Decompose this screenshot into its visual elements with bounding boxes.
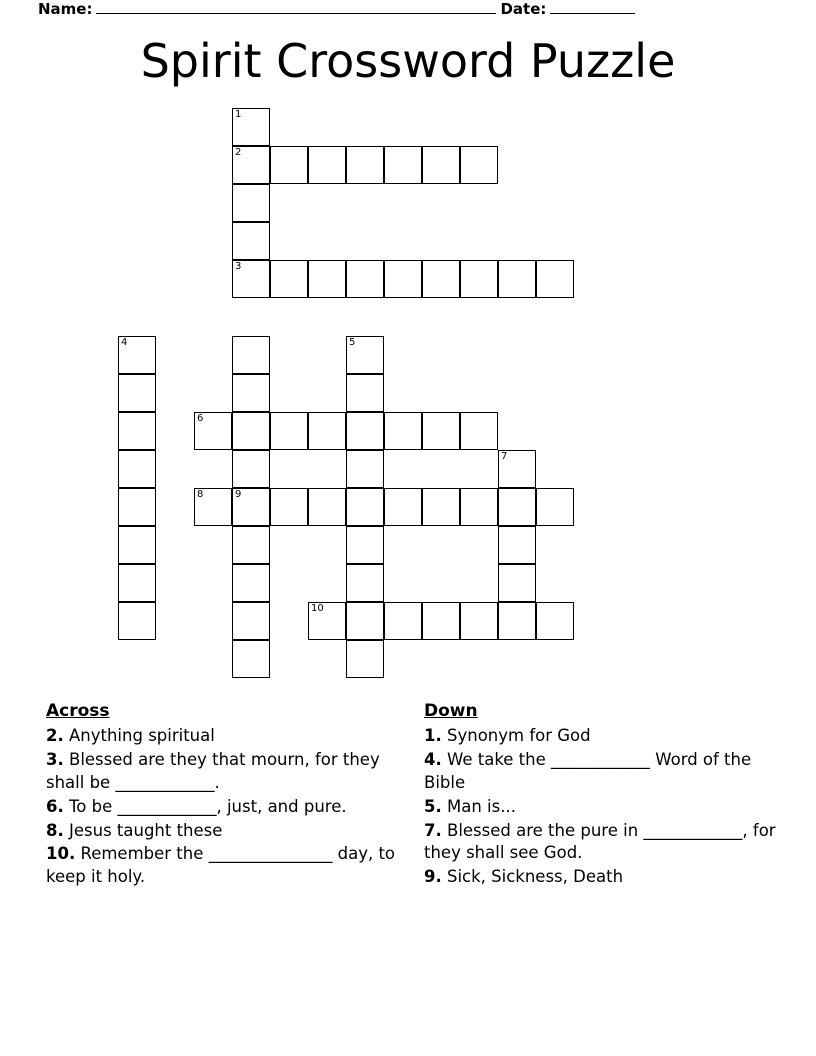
across-clue-list bbox=[46, 725, 406, 888]
crossword-cell[interactable] bbox=[346, 374, 384, 412]
down-heading: Down bbox=[424, 701, 478, 721]
crossword-cell[interactable] bbox=[498, 602, 536, 640]
crossword-cell[interactable] bbox=[422, 488, 460, 526]
name-blank-line bbox=[96, 1, 496, 14]
clue-number: 7. bbox=[424, 820, 442, 840]
crossword-cell[interactable] bbox=[384, 260, 422, 298]
cell-number: 10 bbox=[311, 603, 324, 614]
crossword-cell[interactable] bbox=[232, 526, 270, 564]
crossword-cell[interactable] bbox=[536, 602, 574, 640]
crossword-cell[interactable] bbox=[232, 640, 270, 678]
clue-number: 6. bbox=[46, 796, 64, 816]
crossword-cell[interactable] bbox=[384, 412, 422, 450]
crossword-cell[interactable] bbox=[498, 488, 536, 526]
cell-number: 9 bbox=[235, 489, 242, 500]
clue-text: To be ____________, just, and pure. bbox=[63, 796, 347, 816]
clue-text: Blessed are the pure in ____________, for they shall see God. bbox=[424, 820, 776, 863]
crossword-cell[interactable] bbox=[422, 260, 460, 298]
clue-item bbox=[46, 796, 406, 819]
clue-item bbox=[46, 820, 406, 843]
crossword-cell[interactable] bbox=[308, 602, 346, 640]
clue-item bbox=[424, 796, 784, 819]
clues-section bbox=[46, 700, 786, 890]
clue-text: Blessed are they that mourn, for they shall be ____________. bbox=[46, 750, 380, 792]
date-blank-line bbox=[550, 1, 635, 14]
clue-text: Synonym for God bbox=[441, 726, 591, 746]
crossword-cell[interactable] bbox=[384, 488, 422, 526]
date-label: Date: bbox=[500, 0, 547, 18]
crossword-cell[interactable] bbox=[118, 602, 156, 640]
clue-item bbox=[46, 725, 406, 748]
cell-number: 3 bbox=[235, 261, 242, 272]
page-title: Spirit Crossword Puzzle bbox=[140, 34, 676, 88]
crossword-cell[interactable] bbox=[498, 526, 536, 564]
crossword-cell[interactable] bbox=[308, 146, 346, 184]
clue-number: 1. bbox=[424, 726, 442, 746]
crossword-cell[interactable] bbox=[232, 184, 270, 222]
crossword-cell[interactable] bbox=[118, 336, 156, 374]
crossword-cell[interactable] bbox=[346, 640, 384, 678]
clue-item bbox=[424, 820, 784, 866]
crossword-cell[interactable] bbox=[118, 450, 156, 488]
crossword-cell[interactable] bbox=[308, 412, 346, 450]
crossword-cell[interactable] bbox=[194, 488, 232, 526]
clue-item bbox=[424, 866, 784, 889]
crossword-cell[interactable] bbox=[232, 260, 270, 298]
clue-number: 4. bbox=[424, 750, 442, 770]
crossword-grid bbox=[0, 108, 816, 693]
cell-number: 4 bbox=[121, 337, 128, 348]
crossword-cell[interactable] bbox=[194, 412, 232, 450]
crossword-cell[interactable] bbox=[346, 450, 384, 488]
clue-number: 8. bbox=[46, 820, 64, 840]
clue-text: Jesus taught these bbox=[63, 820, 223, 840]
crossword-cell[interactable] bbox=[422, 412, 460, 450]
clue-text: Man is... bbox=[441, 796, 516, 816]
crossword-cell[interactable] bbox=[346, 260, 384, 298]
crossword-cell[interactable] bbox=[232, 146, 270, 184]
crossword-cell[interactable] bbox=[460, 146, 498, 184]
crossword-cell[interactable] bbox=[308, 260, 346, 298]
clue-number: 3. bbox=[46, 750, 64, 770]
crossword-cell[interactable] bbox=[346, 488, 384, 526]
clue-item bbox=[46, 749, 406, 795]
crossword-cell[interactable] bbox=[232, 564, 270, 602]
crossword-cell[interactable] bbox=[498, 450, 536, 488]
crossword-cell[interactable] bbox=[346, 336, 384, 374]
across-heading: Across bbox=[46, 701, 110, 721]
cell-number: 5 bbox=[349, 337, 356, 348]
crossword-cell[interactable] bbox=[346, 526, 384, 564]
crossword-cell[interactable] bbox=[460, 260, 498, 298]
name-label: Name: bbox=[38, 0, 93, 18]
crossword-cell[interactable] bbox=[422, 146, 460, 184]
crossword-cell[interactable] bbox=[346, 412, 384, 450]
crossword-cell[interactable] bbox=[270, 146, 308, 184]
crossword-cell[interactable] bbox=[498, 260, 536, 298]
across-clues-column bbox=[46, 700, 406, 890]
crossword-cell[interactable] bbox=[384, 146, 422, 184]
clue-text: Anything spiritual bbox=[63, 726, 215, 746]
crossword-cell[interactable] bbox=[118, 526, 156, 564]
crossword-cell[interactable] bbox=[118, 412, 156, 450]
crossword-cell[interactable] bbox=[232, 222, 270, 260]
crossword-cell[interactable] bbox=[270, 488, 308, 526]
crossword-cell[interactable] bbox=[232, 412, 270, 450]
crossword-cell[interactable] bbox=[308, 488, 346, 526]
crossword-cell[interactable] bbox=[460, 412, 498, 450]
crossword-cell[interactable] bbox=[460, 488, 498, 526]
crossword-cell[interactable] bbox=[232, 374, 270, 412]
cell-number: 6 bbox=[197, 413, 204, 424]
clue-text: Sick, Sickness, Death bbox=[441, 867, 624, 887]
crossword-cell[interactable] bbox=[232, 336, 270, 374]
clue-text: Remember the _______________ day, to keep it holy. bbox=[46, 844, 396, 887]
cell-number: 2 bbox=[235, 147, 242, 158]
cell-number: 8 bbox=[197, 489, 204, 500]
crossword-cell[interactable] bbox=[346, 564, 384, 602]
down-clues-column bbox=[424, 700, 784, 890]
crossword-cell[interactable] bbox=[118, 374, 156, 412]
crossword-cell[interactable] bbox=[536, 488, 574, 526]
crossword-cell[interactable] bbox=[384, 602, 422, 640]
crossword-cell[interactable] bbox=[346, 602, 384, 640]
crossword-cell[interactable] bbox=[118, 488, 156, 526]
clue-number: 2. bbox=[46, 726, 64, 746]
clue-text: We take the ____________ Word of the Bible bbox=[424, 750, 752, 792]
clue-number: 10. bbox=[46, 844, 76, 864]
crossword-cell[interactable] bbox=[118, 564, 156, 602]
down-clue-list bbox=[424, 725, 784, 888]
clue-number: 9. bbox=[424, 867, 442, 887]
cell-number: 1 bbox=[235, 109, 242, 120]
crossword-cell[interactable] bbox=[270, 412, 308, 450]
clue-item bbox=[424, 725, 784, 748]
crossword-cell[interactable] bbox=[232, 108, 270, 146]
crossword-cell[interactable] bbox=[232, 450, 270, 488]
crossword-cell[interactable] bbox=[536, 260, 574, 298]
crossword-cell[interactable] bbox=[232, 602, 270, 640]
crossword-cell[interactable] bbox=[346, 146, 384, 184]
crossword-cell[interactable] bbox=[422, 602, 460, 640]
crossword-cell[interactable] bbox=[460, 602, 498, 640]
clue-item bbox=[424, 749, 784, 795]
cell-number: 7 bbox=[501, 451, 508, 462]
crossword-cell[interactable] bbox=[498, 564, 536, 602]
crossword-cell[interactable] bbox=[270, 260, 308, 298]
clue-number: 5. bbox=[424, 796, 442, 816]
header-name-date-line bbox=[38, 0, 743, 18]
crossword-cell[interactable] bbox=[232, 488, 270, 526]
clue-item bbox=[46, 843, 406, 889]
